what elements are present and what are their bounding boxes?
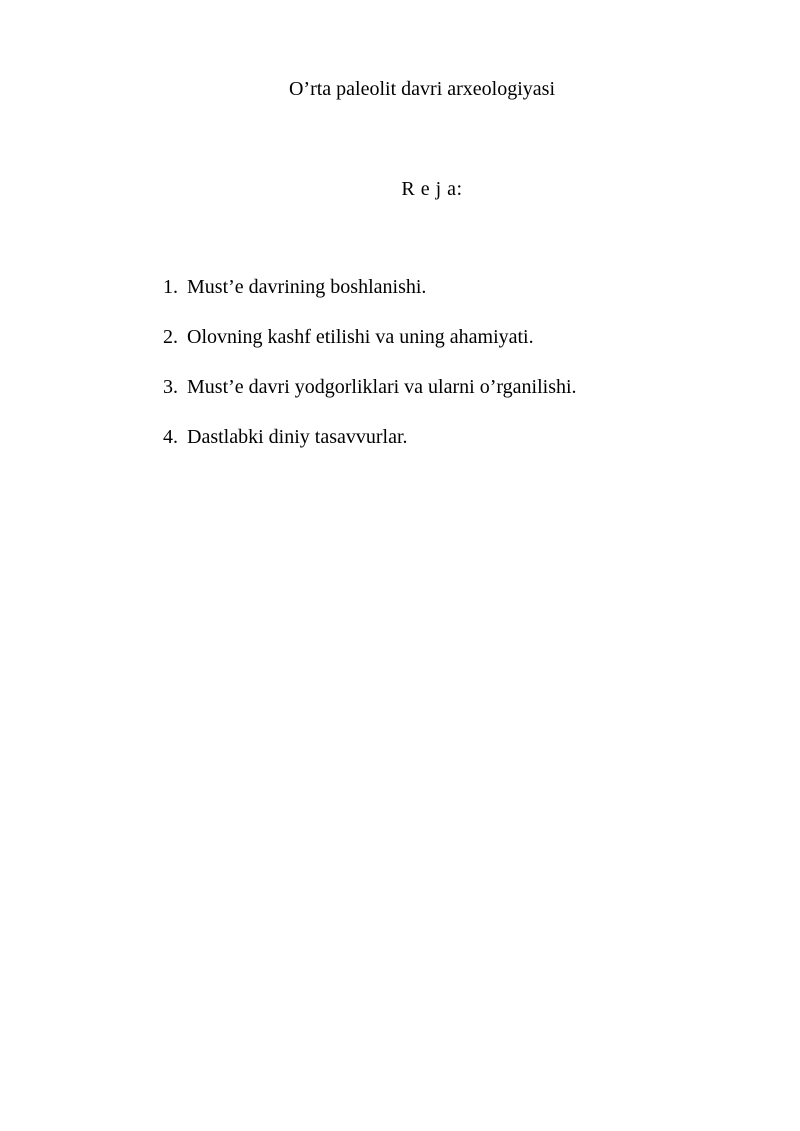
plan-item-text: Olovning kashf etilishi va uning ahamiyati.: [187, 326, 534, 348]
plan-item-text: Dastlabki diniy tasavvurlar.: [187, 426, 408, 448]
plan-item-number: 4.: [163, 426, 178, 448]
plan-item-number: 3.: [163, 376, 178, 398]
plan-item-number: 2.: [163, 326, 178, 348]
document-title: O’rta paleolit davri arxeologiyasi: [288, 78, 555, 100]
plan-item-number: 1.: [163, 276, 178, 298]
plan-item-text: Must’e davrining boshlanishi.: [187, 276, 427, 298]
plan-item-text: Must’e davri yodgorliklari va ularni o’rganilishi.: [187, 376, 577, 398]
plan-heading: R e j a:: [401, 178, 463, 200]
